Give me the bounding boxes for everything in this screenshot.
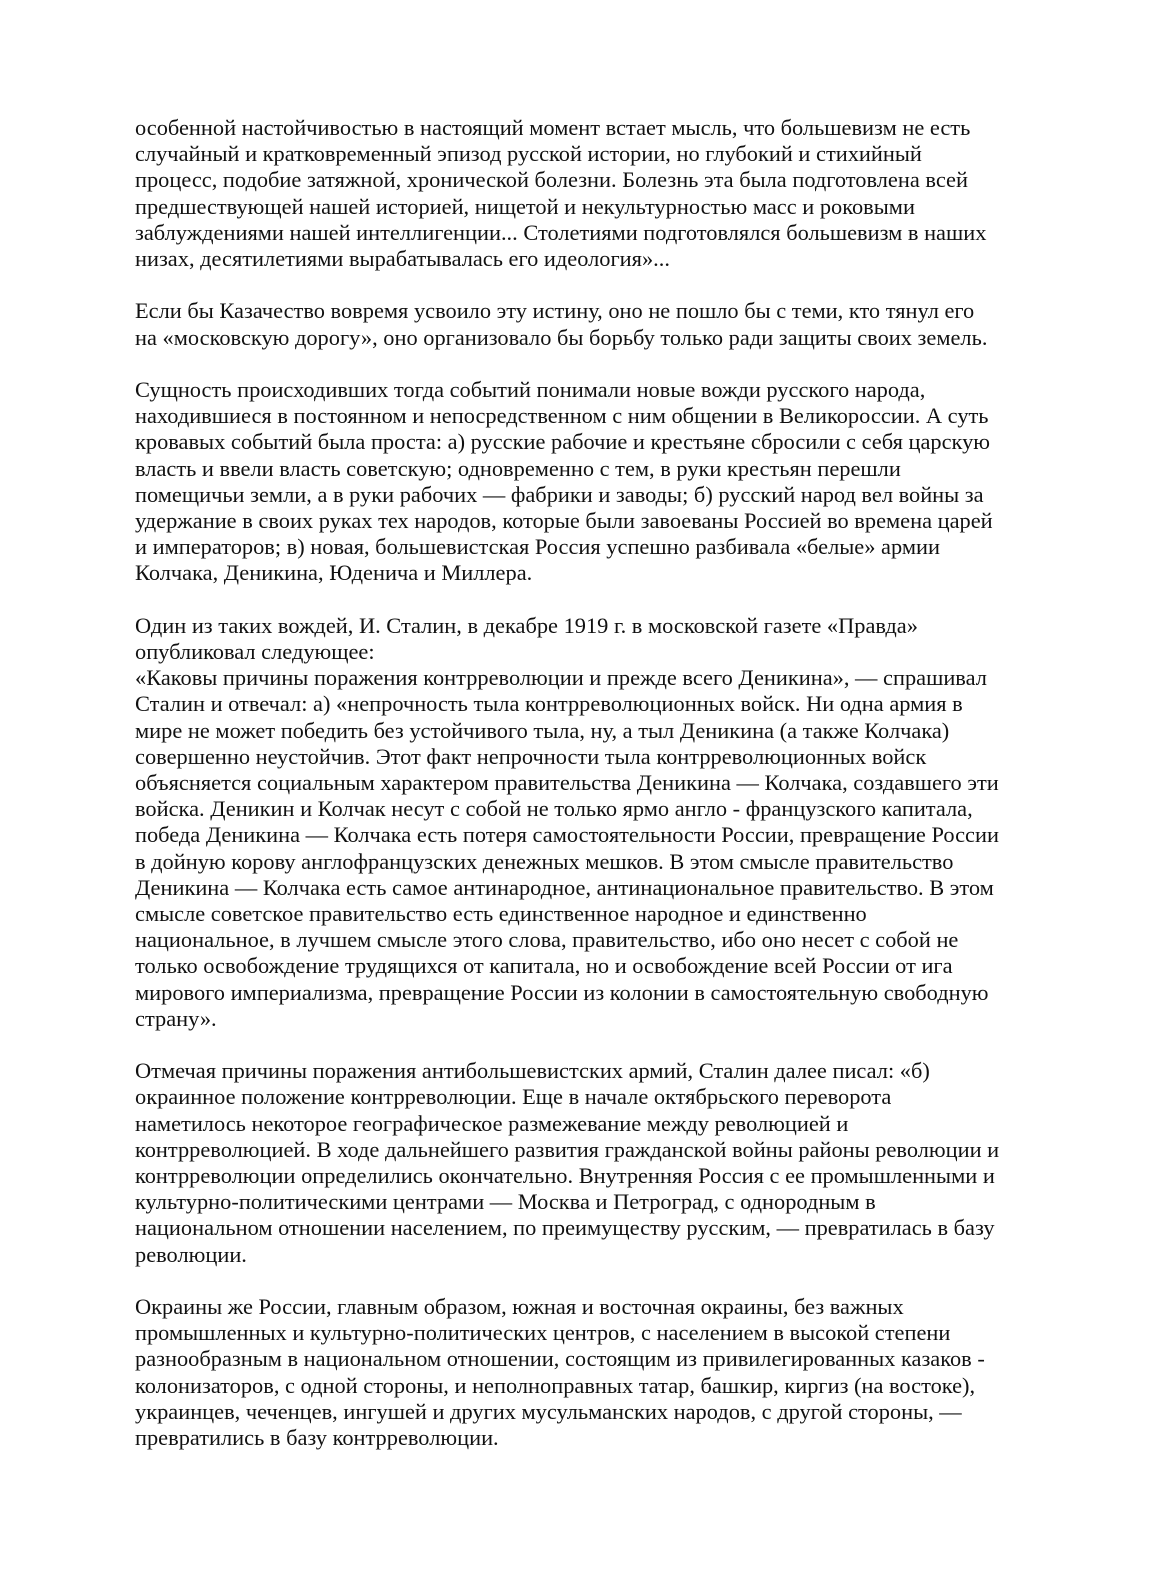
text-line: Окраины же России, главным образом, южная и восточная окраины, без важных	[135, 1294, 904, 1320]
text-line: объясняется социальным характером правительства Деникина — Колчака, создавшего эти	[135, 770, 999, 796]
text-line: контрреволюции определились окончательно. Внутренняя Россия с ее промышленными и	[135, 1163, 995, 1189]
text-line: войска. Деникин и Колчак несут с собой не только ярмо англо - французского капитала,	[135, 796, 973, 822]
text-line: заблуждениями нашей интеллигенции... Столетиями подготовлялся большевизм в наших	[135, 219, 987, 245]
text-line: Отмечая причины поражения антибольшевистских армий, Сталин далее писал: «б)	[135, 1058, 930, 1084]
text-line: на «московскую дорогу», оно организовало бы борьбу только ради защиты своих земель.	[135, 324, 988, 350]
text-line: помещичьи земли, а в руки рабочих — фабрики и заводы; б) русский народ вел войны за	[135, 481, 984, 507]
text-line: находившиеся в постоянном и непосредственном с ним общении в Великороссии. А суть	[135, 403, 989, 429]
text-line: наметилось некоторое географическое размежевание между революцией и	[135, 1110, 849, 1136]
text-line: национальном отношении населением, по преимуществу русским, — превратилась в базу	[135, 1215, 995, 1241]
text-line: национальное, в лучшем смысле этого слова, правительство, ибо оно несет с собой не	[135, 927, 959, 953]
text-line: низах, десятилетиями вырабатывалась его идеология»...	[135, 246, 670, 272]
text-line: смысле советское правительство есть единственное народное и единственно	[135, 901, 867, 927]
text-line: Колчака, Деникина, Юденича и Миллера.	[135, 560, 533, 586]
paragraph-3	[135, 377, 1050, 587]
text-line: власть и ввели власть советскую; одновременно с тем, в руки крестьян перешли	[135, 455, 901, 481]
text-line: предшествующей нашей историей, нищетой и некультурностью масс и роковыми	[135, 193, 915, 219]
text-line: Деникина — Колчака есть самое антинародное, антинациональное правительство. В этом	[135, 874, 994, 900]
text-line: разнообразным в национальном отношении, состоящим из привилегированных казаков -	[135, 1346, 985, 1372]
paragraph-2	[135, 298, 1050, 350]
text-line: контрреволюцией. В ходе дальнейшего развития гражданской войны районы революции и	[135, 1136, 1000, 1162]
paragraph-1	[135, 115, 1050, 272]
text-line: удержание в своих руках тех народов, которые были завоеваны Россией во времена царей	[135, 508, 993, 534]
text-line: окраинное положение контрреволюции. Еще в начале октябрьского переворота	[135, 1084, 892, 1110]
text-line: кровавых событий была проста: а) русские рабочие и крестьяне сбросили с себя царскую	[135, 429, 990, 455]
document-body	[135, 115, 1050, 1477]
text-line: особенной настойчивостью в настоящий момент встает мысль, что большевизм не есть	[135, 115, 971, 140]
text-line: Сталин и отвечал: а) «непрочность тыла контрреволюционных войск. Ни одна армия в	[135, 691, 963, 717]
text-line: превратились в базу контрреволюции.	[135, 1425, 499, 1451]
text-line: «Каковы причины поражения контрреволюции и прежде всего Деникина», — спрашивал	[135, 665, 987, 691]
text-line: промышленных и культурно-политических центров, с населением в высокой степени	[135, 1320, 951, 1346]
text-line: Один из таких вождей, И. Сталин, в декабре 1919 г. в московской газете «Правда»	[135, 612, 918, 638]
text-line: мирового империализма, превращение России из колонии в самостоятельную свободную	[135, 979, 989, 1005]
text-line: опубликовал следующее:	[135, 639, 375, 665]
text-line: и императоров; в) новая, большевистская Россия успешно разбивала «белые» армии	[135, 534, 940, 560]
text-line: колонизаторов, с одной стороны, и неполноправных татар, башкир, киргиз (на востоке),	[135, 1372, 976, 1398]
text-line: культурно-политическими центрами — Москва и Петроград, с однородным в	[135, 1189, 876, 1215]
text-line: случайный и кратковременный эпизод русской истории, но глубокий и стихийный	[135, 141, 922, 167]
text-line: совершенно неустойчив. Этот факт непрочности тыла контрреволюционных войск	[135, 743, 927, 769]
paragraph-4	[135, 613, 1050, 1032]
text-line: победа Деникина — Колчака есть потеря самостоятельности России, превращение России	[135, 822, 999, 848]
text-line: процесс, подобие затяжной, хронической болезни. Болезнь эта была подготовлена всей	[135, 167, 968, 193]
text-line: только освобождение трудящихся от капитала, но и освобождение всей России от ига	[135, 953, 953, 979]
paragraph-6	[135, 1294, 1050, 1451]
text-line: революции.	[135, 1241, 247, 1267]
text-line: страну».	[135, 1005, 217, 1031]
text-line: мире не может победить без устойчивого тыла, ну, а тыл Деникина (а также Колчака)	[135, 717, 950, 743]
text-line: Сущность происходивших тогда событий понимали новые вожди русского народа,	[135, 377, 926, 402]
text-line: в дойную корову англофранцузских денежных мешков. В этом смысле правительство	[135, 848, 954, 874]
paragraph-5	[135, 1058, 1050, 1268]
text-line: украинцев, чеченцев, ингушей и других мусульманских народов, с другой стороны, —	[135, 1398, 962, 1424]
text-line: Если бы Казачество вовремя усвоило эту истину, оно не пошло бы с теми, кто тянул его	[135, 298, 975, 324]
